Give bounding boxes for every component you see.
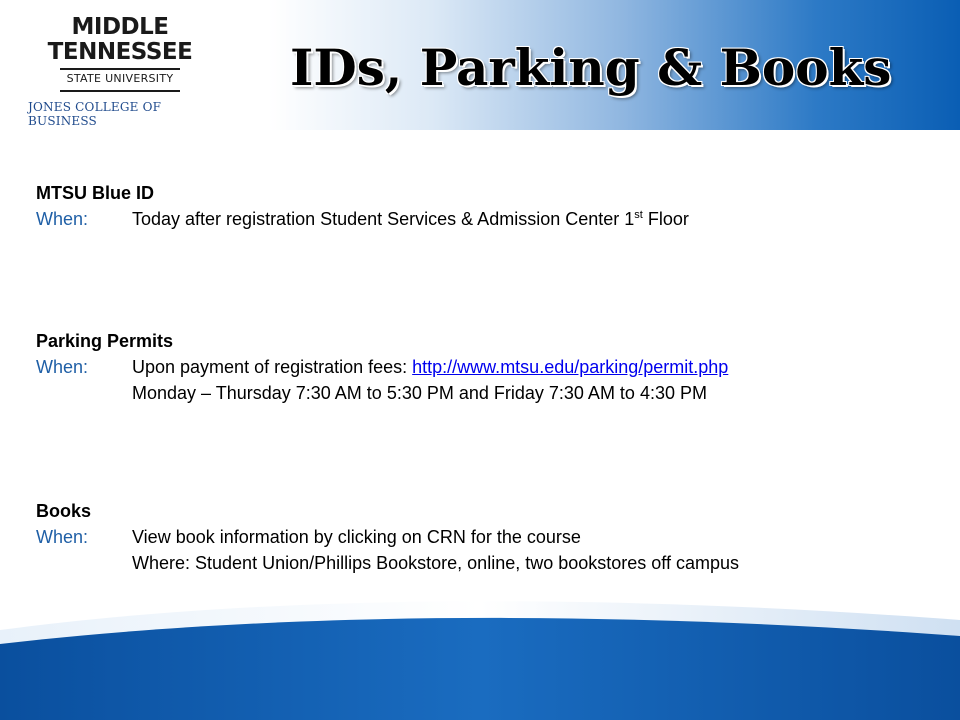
books-when-text: View book information by clicking on CRN for the course [132, 527, 581, 547]
logo-line-tennessee: TENNESSEE [47, 39, 193, 65]
section-title-books: Books [36, 501, 92, 521]
parking-permit-link[interactable]: http://www.mtsu.edu/parking/permit.php [412, 357, 729, 377]
when-label: When: [36, 357, 89, 377]
parking-when-text [132, 354, 728, 380]
section-blue-id [36, 180, 936, 232]
books-where-text: Where: Student Union/Phillips Bookstore, online, two bookstores off campus [132, 553, 739, 573]
section-books [36, 498, 936, 576]
logo-line-middle: MIDDLE [71, 14, 169, 40]
books-where-row [36, 550, 936, 576]
blue-id-when-text [132, 206, 689, 232]
logo-divider-bottom [60, 90, 180, 92]
logo-line-college: JONES COLLEGE OF BUSINESS [28, 100, 162, 128]
books-when-row [36, 524, 936, 550]
blue-id-when-text-end: Floor [642, 209, 689, 229]
section-title-blue-id: MTSU Blue ID [36, 183, 155, 203]
logo-divider-top [60, 68, 180, 70]
slide-title: IDs, Parking & Books [290, 38, 892, 97]
section-title-parking: Parking Permits [36, 331, 174, 351]
logo-line-state-university: STATE UNIVERSITY [66, 72, 174, 85]
blue-id-floor-superscript: st [634, 209, 643, 221]
parking-when-text-main: Upon payment of registration fees: [132, 357, 413, 377]
blue-id-when-text-main: Today after registration Student Services & Admission Center 1 [132, 209, 635, 229]
footer-wave-decoration [0, 580, 960, 720]
section-parking [36, 328, 936, 406]
footer-wave-band [0, 618, 960, 720]
blue-id-when-row [36, 206, 936, 232]
when-label: When: [36, 527, 89, 547]
when-label: When: [36, 209, 89, 229]
parking-when-row [36, 354, 936, 380]
parking-hours-row [36, 380, 936, 406]
university-logo [28, 12, 210, 128]
parking-hours-text: Monday – Thursday 7:30 AM to 5:30 PM and Friday 7:30 AM to 4:30 PM [132, 383, 707, 403]
